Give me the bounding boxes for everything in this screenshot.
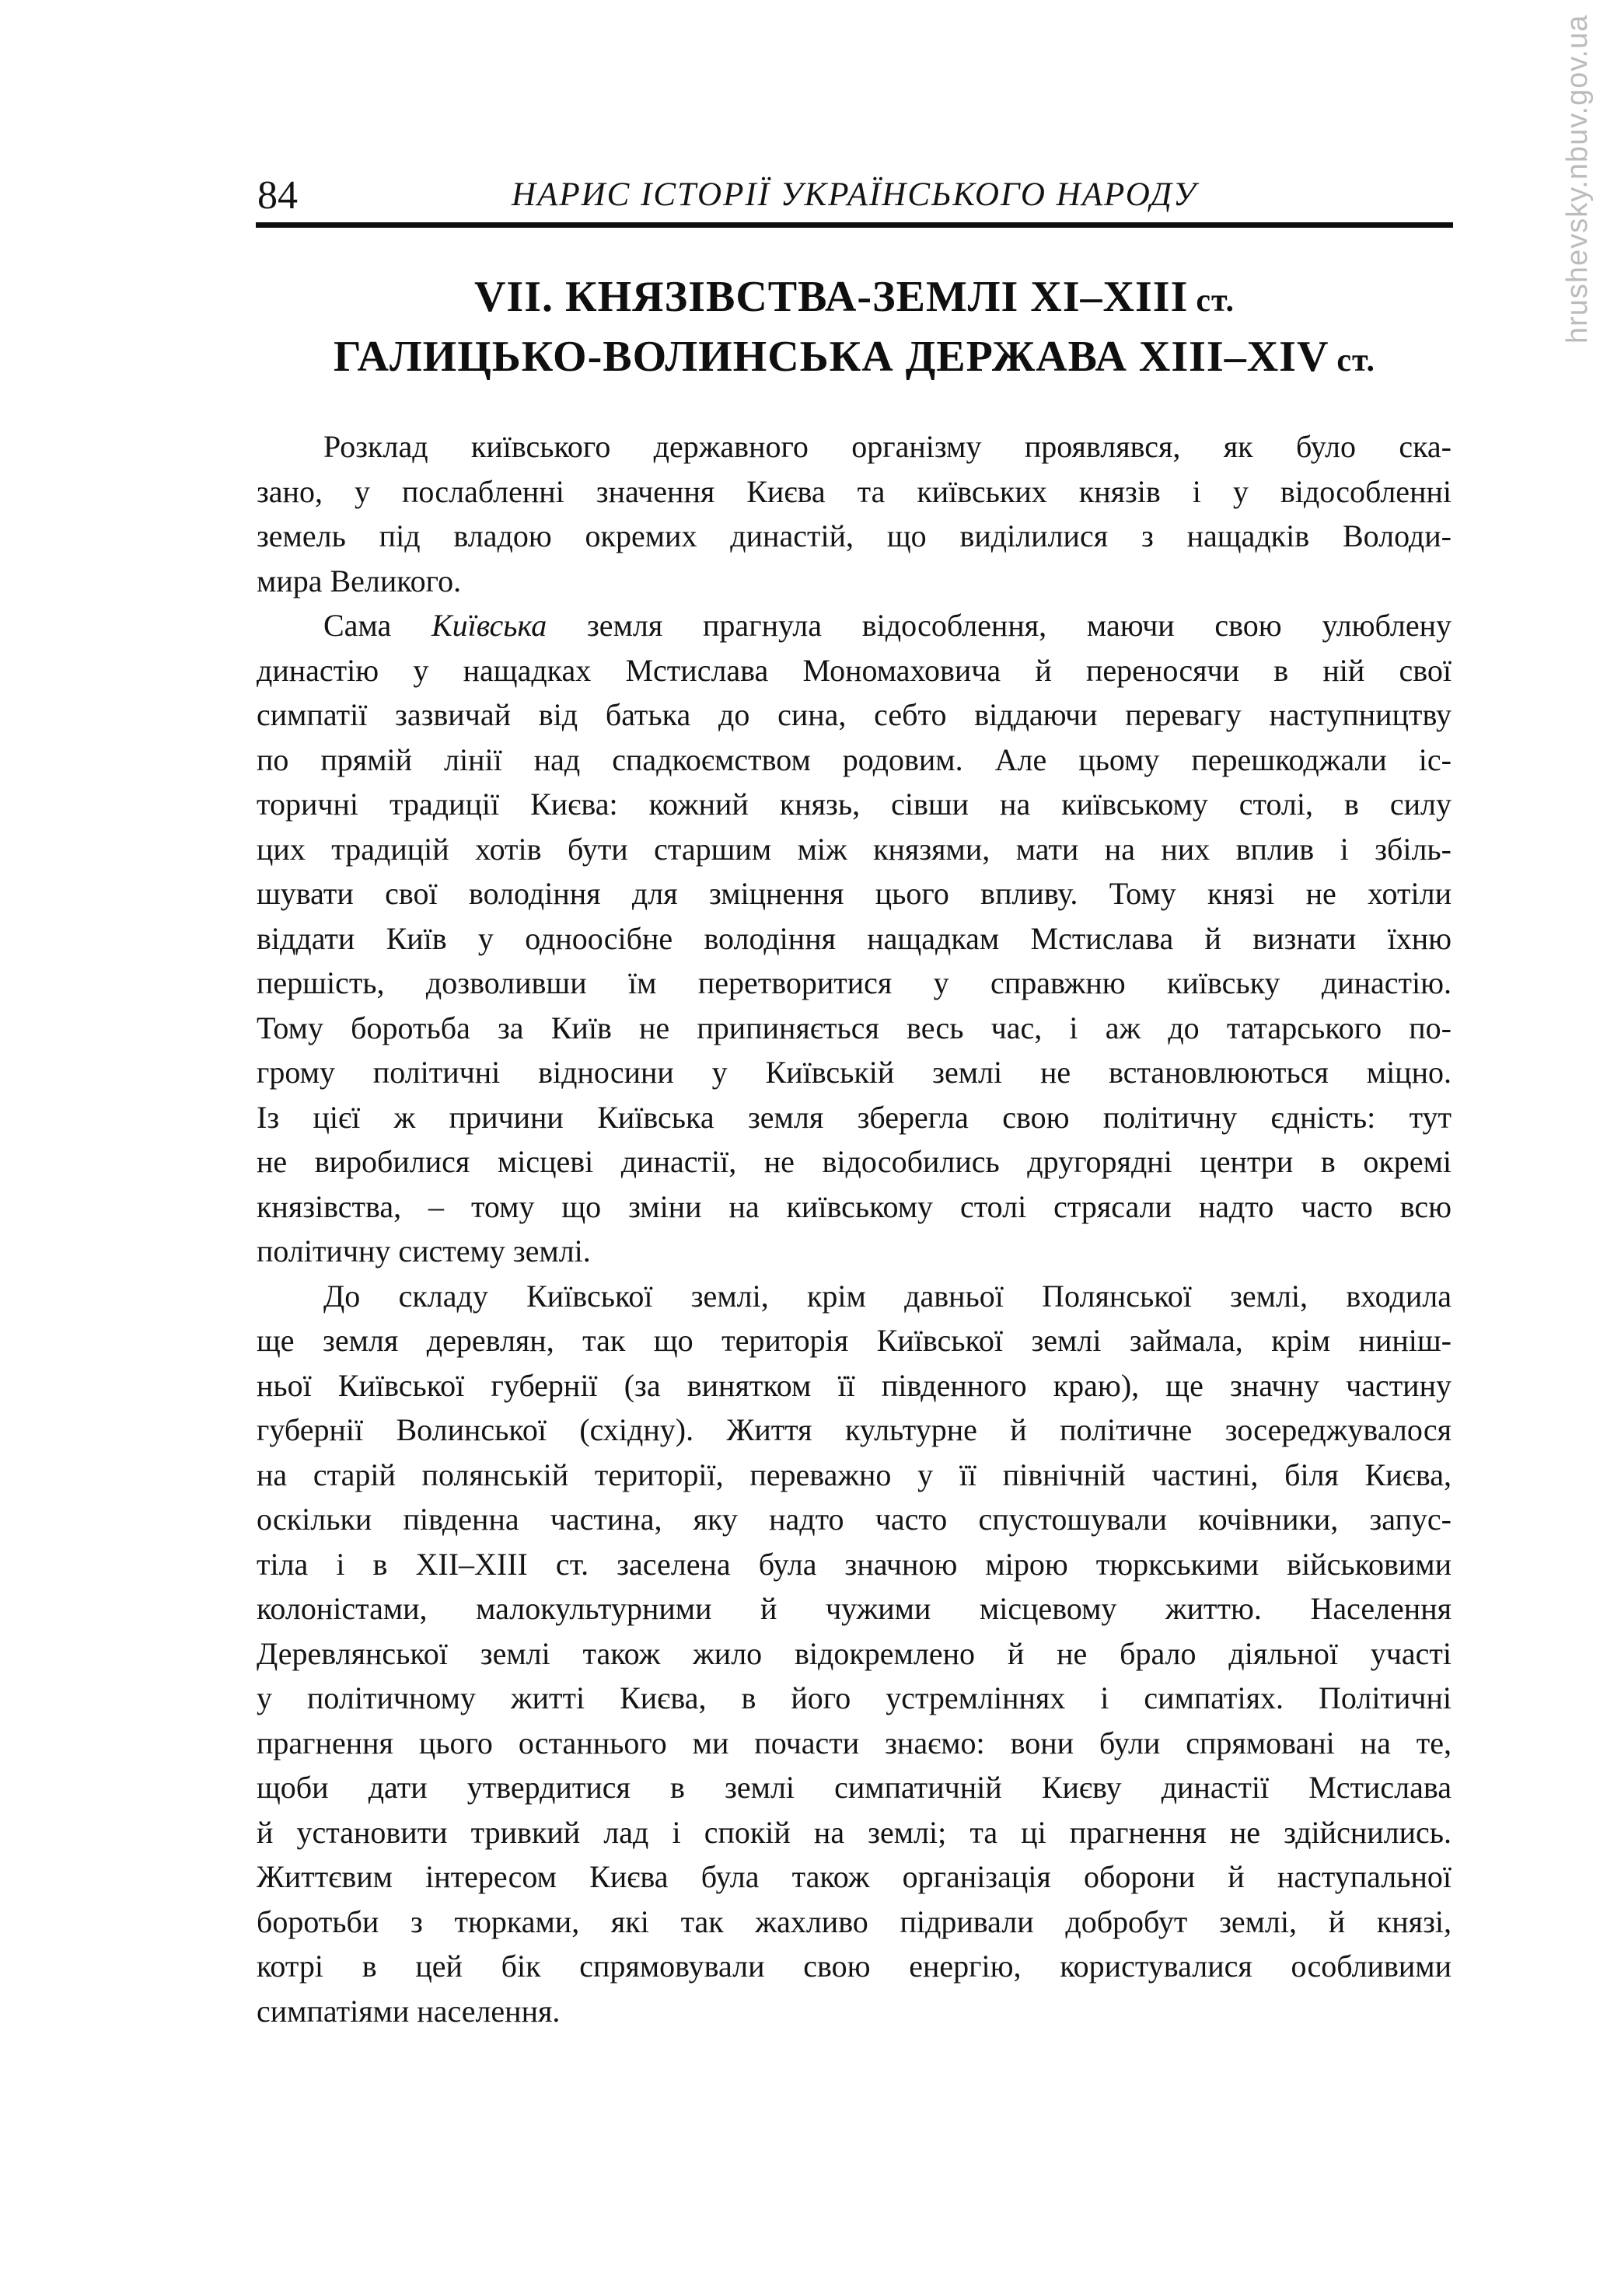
body-line-segment: Тому боротьба за Київ не припиняється весь час, і аж до татарського по- xyxy=(257,1010,1452,1045)
body-line-segment: котрі в цей бік спрямовували свою енергію, користувалися особливими xyxy=(257,1949,1452,1984)
body-line-segment: торичні традиції Києва: кожний князь, сівши на київському столі, в силу xyxy=(257,787,1452,822)
body-line-segment: Деревлянської землі також жило відокремлено й не брало діяльної участі xyxy=(257,1635,1452,1671)
body-line-segment: віддати Київ у одноосібне володіння нащадкам Мстислава й визнати їхню xyxy=(257,920,1452,956)
body-line xyxy=(257,916,1452,961)
body-line xyxy=(257,1586,1452,1631)
body-line-segment: Розклад київського державного організму проявлявся, як було ска- xyxy=(323,429,1452,464)
body-line xyxy=(257,1676,1452,1721)
body-line-segment: не виробилися місцеві династії, не відособились другорядні центри в окремі xyxy=(257,1144,1452,1179)
header-rule xyxy=(256,222,1453,228)
body-line-segment: князівства, – тому що зміни на київському столі стрясали надто часто всю xyxy=(257,1188,1452,1224)
body-line-segment: колоністами, малокультурними й чужими місцевому життю. Населення xyxy=(257,1591,1452,1626)
body-line xyxy=(257,782,1452,827)
body-line xyxy=(257,1989,1452,2034)
body-line-segment: щоби дати утвердитися в землі симпатичній Києву династії Мстислава xyxy=(257,1770,1452,1805)
body-line xyxy=(257,1318,1452,1363)
body-line xyxy=(257,1721,1452,1766)
body-line-segment: по прямій лінії над спадкоємством родовим. Але цьому перешкоджали іс- xyxy=(257,741,1452,777)
body-line xyxy=(257,514,1452,559)
body-line xyxy=(257,693,1452,738)
body-line-segment: ньої Київської губернії (за винятком її південного краю), ще значну частину xyxy=(257,1367,1452,1403)
body-line-italic-segment: Київська xyxy=(431,608,547,643)
body-line xyxy=(257,648,1452,693)
body-line-segment: симпатії зазвичай від батька до сина, себто віддаючи перевагу наступництву xyxy=(257,697,1452,732)
chapter-title-line1 xyxy=(256,269,1453,329)
page-number: 84 xyxy=(257,173,298,218)
body-line-segment: зано, у послабленні значення Києва та київських князів і у відособленні xyxy=(257,473,1452,509)
chapter-title-line1-suffix: ст. xyxy=(1196,283,1235,319)
body-line xyxy=(257,1900,1452,1945)
body-line-segment: прагнення цього останнього ми почасти знаємо: вони були спрямовані на те, xyxy=(257,1725,1452,1760)
body-line-segment: Сама xyxy=(323,608,432,643)
body-line xyxy=(257,1765,1452,1810)
body-line xyxy=(257,1855,1452,1900)
body-line xyxy=(257,1810,1452,1855)
body-line xyxy=(257,738,1452,783)
body-line-segment: шувати свої володіння для зміцнення цього впливу. Тому князі не хотіли xyxy=(257,876,1452,911)
body-line xyxy=(257,1095,1452,1140)
body-line-segment: грому політичні відносини у Київській землі не встановлюються міцно. xyxy=(257,1055,1452,1090)
body-line xyxy=(257,1229,1452,1274)
body-line-segment: земля прагнула відособлення, маючи свою улюблену xyxy=(547,608,1452,643)
body-line xyxy=(257,424,1452,469)
body-line-segment: політичну систему землі. xyxy=(257,1233,591,1268)
body-line-segment: До складу Київської землі, крім давньої Полянської землі, входила xyxy=(323,1278,1452,1314)
body-text xyxy=(257,424,1452,2033)
body-line-segment: земель під владою окремих династій, що виділилися з нащадків Володи- xyxy=(257,518,1452,553)
chapter-title xyxy=(256,269,1453,389)
body-line xyxy=(257,1139,1452,1185)
body-line-segment: на старій полянській території, переважно у її північній частині, біля Києва, xyxy=(257,1457,1452,1492)
body-line xyxy=(257,1363,1452,1408)
body-line xyxy=(257,1542,1452,1587)
body-line xyxy=(257,1497,1452,1542)
chapter-title-line2-suffix: ст. xyxy=(1336,343,1376,379)
body-line xyxy=(257,469,1452,515)
chapter-title-line2-text: ГАЛИЦЬКО-ВОЛИНСЬКА ДЕРЖАВА XIII–XIV xyxy=(333,333,1329,381)
body-line xyxy=(257,871,1452,916)
body-line xyxy=(257,1453,1452,1498)
body-line xyxy=(257,603,1452,648)
body-line-segment: тіла і в XII–XIII ст. заселена була значною мірою тюркськими військовими xyxy=(257,1546,1452,1582)
chapter-title-line2 xyxy=(256,329,1453,389)
body-line xyxy=(257,559,1452,604)
page-header xyxy=(256,173,1453,216)
body-line-segment: цих традицій хотів бути старшим між князями, мати на них вплив і збіль- xyxy=(257,831,1452,867)
body-line xyxy=(257,1050,1452,1095)
body-line-segment: у політичному житті Києва, в його устремліннях і симпатіях. Політичні xyxy=(257,1680,1452,1715)
body-line-segment: симпатіями населення. xyxy=(257,1993,561,2029)
watermark: hrushevsky.nbuv.gov.ua xyxy=(1561,14,1594,344)
body-line xyxy=(257,1408,1452,1453)
body-line xyxy=(257,1631,1452,1677)
body-line xyxy=(257,1274,1452,1319)
body-line-segment: Життєвим інтересом Києва була також організація оборони й наступальної xyxy=(257,1859,1452,1894)
body-line-segment: ще земля деревлян, так що територія Київської землі займала, крім ниніш- xyxy=(257,1323,1452,1358)
body-line-segment: губернії Волинської (східну). Життя культурне й політичне зосереджувалося xyxy=(257,1412,1452,1447)
body-line-segment: боротьби з тюрками, які так жахливо підривали добробут землі, й князі, xyxy=(257,1903,1452,1939)
body-line xyxy=(257,1944,1452,1989)
body-line-segment: й установити тривкий лад і спокій на землі; та ці прагнення не здійснились. xyxy=(257,1814,1452,1850)
body-line-segment: першість, дозволивши їм перетворитися у справжню київську династію. xyxy=(257,965,1452,1000)
chapter-title-line1-text: VII. КНЯЗІВСТВА-ЗЕМЛІ XI–XIII xyxy=(473,273,1189,321)
body-line-segment: мира Великого. xyxy=(257,563,462,598)
body-line-segment: династію у нащадках Мстислава Мономаховича й переносячи в ній свої xyxy=(257,652,1452,688)
body-line-segment: Із цієї ж причини Київська земля зберегла свою політичну єдність: тут xyxy=(257,1099,1452,1135)
body-line xyxy=(257,961,1452,1006)
body-line-segment: оскільки південна частина, яку надто часто спустошували кочівники, запус- xyxy=(257,1502,1452,1537)
body-line xyxy=(257,827,1452,872)
running-header: НАРИС ІСТОРІЇ УКРАЇНСЬКОГО НАРОДУ xyxy=(512,176,1197,213)
body-line xyxy=(257,1006,1452,1051)
body-line xyxy=(257,1185,1452,1230)
